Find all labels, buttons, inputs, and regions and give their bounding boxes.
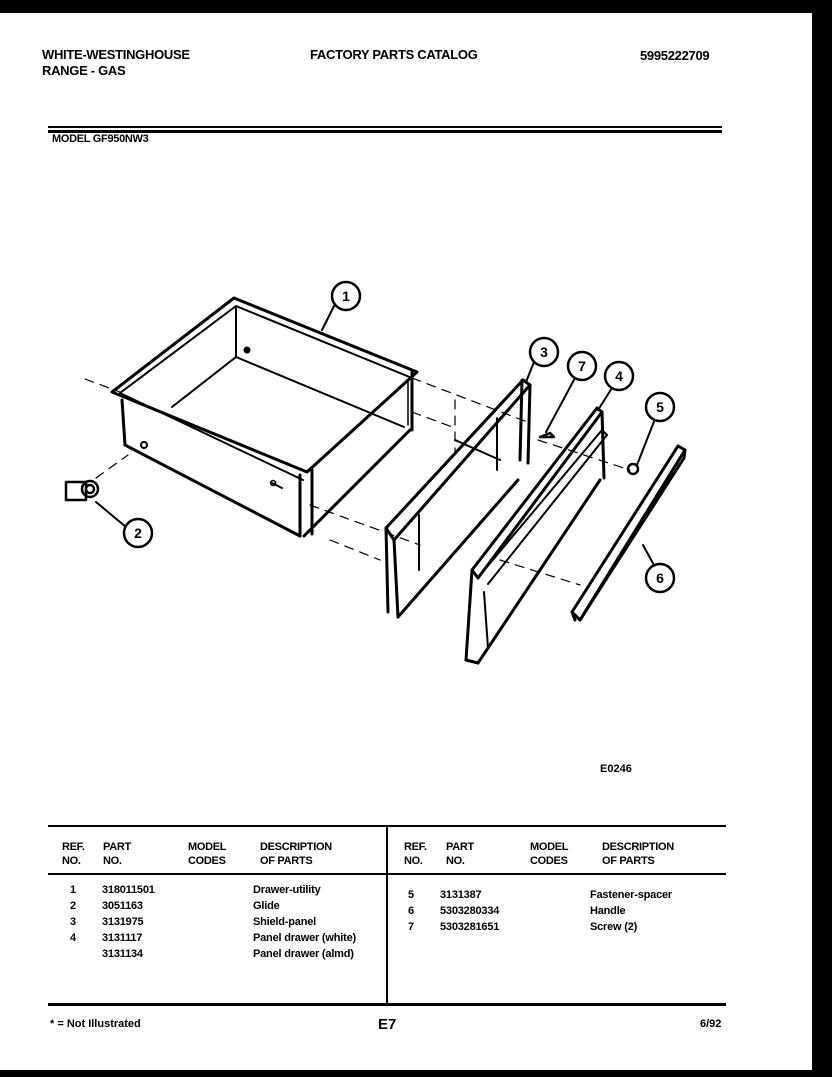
svg-text:5: 5 [656, 399, 664, 415]
part-description: Glide [253, 900, 280, 912]
svg-text:4: 4 [615, 368, 623, 384]
table-row: 3 [70, 916, 76, 928]
revision-date: 6/92 [700, 1018, 722, 1030]
table-divider [386, 827, 388, 1003]
screw-drawing [540, 433, 554, 437]
table-row: 4 [70, 932, 76, 944]
part-description: Panel drawer (white) [253, 932, 356, 944]
part-description: Fastener-spacer [590, 889, 672, 901]
header-desc-right: DESCRIPTION OF PARTS [602, 841, 674, 867]
header-model-right: MODEL CODES [530, 841, 569, 867]
header-model-left: MODEL CODES [188, 841, 227, 867]
callout-3 [530, 338, 558, 366]
panel-drawer-drawing [466, 408, 607, 663]
header-desc-left: DESCRIPTION OF PARTS [260, 841, 332, 867]
part-number: 3131117 [102, 932, 143, 944]
callout-7 [568, 352, 596, 380]
table-row: 2 [70, 900, 76, 912]
header-ref-left: REF. NO. [62, 841, 85, 867]
part-number: 318011501 [102, 884, 155, 896]
catalog-number: 5995222709 [640, 48, 710, 63]
part-description: Panel drawer (almd) [253, 948, 354, 960]
model-label: MODEL GF950NW3 [52, 133, 149, 145]
callout-1 [332, 282, 360, 310]
callout-2 [124, 519, 152, 547]
part-number: 5303281651 [440, 921, 500, 933]
part-number: 5303280334 [440, 905, 500, 917]
svg-text:3: 3 [540, 344, 548, 360]
catalog-title: FACTORY PARTS CATALOG [310, 47, 478, 62]
table-bottom-rule [48, 1003, 726, 1006]
svg-text:6: 6 [656, 570, 664, 586]
part-number: 3051163 [102, 900, 143, 912]
drawer-utility-drawing [112, 298, 417, 536]
table-row: 6 [408, 905, 414, 917]
part-number: 3131134 [102, 948, 143, 960]
manufacturer: WHITE-WESTINGHOUSE [42, 47, 190, 62]
part-description: Drawer-utility [253, 884, 321, 896]
callout-4 [605, 362, 633, 390]
part-description: Shield-panel [253, 916, 316, 928]
table-row: 7 [408, 921, 414, 933]
header-part-left: PART NO. [103, 841, 131, 867]
glide-drawing [66, 481, 98, 500]
table-row: 5 [408, 889, 414, 901]
callout-5 [646, 393, 674, 421]
page-number: E7 [378, 1016, 397, 1033]
part-number: 3131975 [102, 916, 144, 928]
header-part-right: PART NO. [446, 841, 474, 867]
table-row: 1 [70, 884, 76, 896]
header-ref-right: REF. NO. [404, 841, 427, 867]
svg-text:7: 7 [578, 358, 586, 374]
product-type: RANGE - GAS [42, 63, 126, 78]
svg-text:2: 2 [134, 525, 142, 541]
part-description: Screw (2) [590, 921, 638, 933]
not-illustrated-note: * = Not Illustrated [50, 1018, 141, 1030]
part-description: Handle [590, 905, 626, 917]
diagram-code: E0246 [600, 763, 632, 775]
svg-text:1: 1 [342, 288, 350, 304]
part-number: 3131387 [440, 889, 482, 901]
callout-6 [646, 564, 674, 592]
